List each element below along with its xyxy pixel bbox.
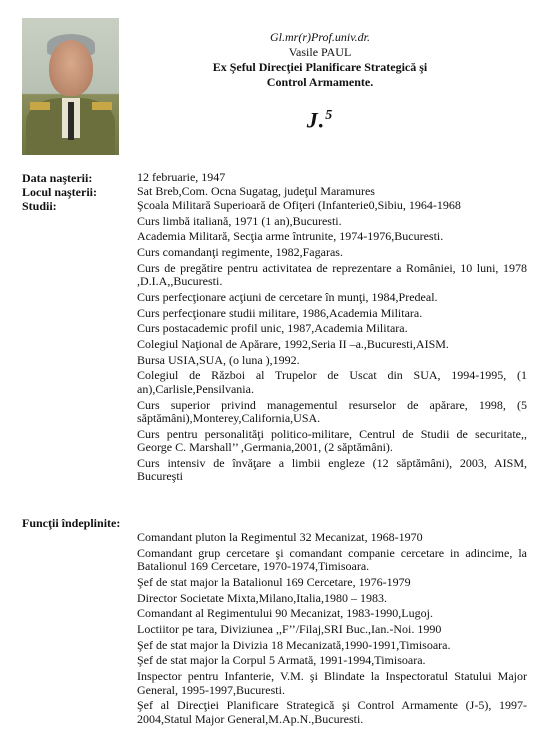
study-item: Curs perfecţionare studii militare, 1986,Academia Militara.: [137, 305, 423, 320]
study-item: Şcoala Militară Superioară de Ofiţeri (Infanterie0,Sibiu, 1964-1968: [137, 198, 461, 212]
position-line-2: Control Armamente.: [266, 75, 374, 89]
studies-list: [137, 199, 527, 486]
study-item: Curs intensiv de învăţare a limbii engleze (12 săptămâni), 2003, AISM, Bucureşti: [137, 455, 527, 484]
study-item: Curs limbă italiană, 1971 (1 an),Bucuresti.: [137, 213, 342, 228]
functions-label: Funcţii îndeplinite:: [22, 516, 121, 530]
position-line-1: Ex Şeful Direcţiei Planificare Strategică şi: [212, 60, 428, 74]
portrait-epaulette-right: [92, 102, 112, 110]
study-item: Bursa USIA,SUA, (o luna ),1992.: [137, 352, 300, 367]
study-item: Curs perfecţionare acţiuni de cercetare în munţi, 1984,Predeal.: [137, 289, 438, 304]
function-item: Şef de stat major la Corpul 5 Armată, 1991-1994,Timisoara.: [137, 653, 426, 668]
study-item: Colegiul de Război al Trupelor de Uscat din SUA, 1994-1995, (1 an),Carlisle,Pensilvania.: [137, 368, 527, 396]
person-name: Vasile PAUL: [288, 45, 352, 59]
functions-list: [137, 531, 527, 728]
function-item: Director Societate Mixta,Milano,Italia,1980 – 1983.: [137, 590, 387, 605]
profile-header: [140, 30, 500, 133]
function-item: Şef al Direcţiei Planificare Strategică şi Control Armamente (J-5), 1997-2004,Statul Major General,M.Ap.N.,Bucuresti.: [137, 698, 527, 726]
study-item: Curs comandanţi regimente, 1982,Fagaras.: [137, 245, 343, 260]
function-item: Comandant pluton la Regimentul 32 Mecanizat, 1968-1970: [137, 530, 423, 544]
birth-date-label: Data naşterii:: [22, 171, 93, 185]
function-item: Şef de stat major la Batalionul 169 Cercetare, 1976-1979: [137, 574, 411, 589]
function-item: Comandant al Regimentului 90 Mecanizat, 1983-1990,Lugoj.: [137, 606, 433, 621]
birth-date-value: 12 februarie, 1947: [137, 170, 226, 184]
function-item: Şef de stat major la Divizia 18 Mecanizată,1990-1991,Timisoara.: [137, 637, 451, 652]
academic-title: Gl.mr(r)Prof.univ.dr.: [270, 30, 370, 44]
study-item: Curs de pregătire pentru activitatea de reprezentare a României, 10 luni, 1978 ,D.I.A,,Bucuresti.: [137, 260, 527, 289]
portrait-photo: [22, 18, 119, 155]
portrait-face: [49, 40, 93, 96]
birthplace-value: Sat Breb,Com. Ocna Sugatag, judeţul Maramures: [137, 184, 375, 198]
function-item: Loctiitor pe tara, Diviziunea ,,F’’/Filaj,SRI Buc.,Ian.-Noi. 1990: [137, 621, 442, 636]
portrait-tie: [68, 102, 74, 140]
study-item: Academia Militară, Secţia arme întrunite, 1974-1976,Bucuresti.: [137, 229, 444, 244]
study-item: Colegiul Naţional de Apărare, 1992,Seria II –a.,Bucuresti,AISM.: [137, 337, 449, 351]
function-item: Inspector pentru Infanterie, V.M. şi Blindate la Inspectoratul Statului Major General, 1995-1997,Bucuresti.: [137, 669, 527, 697]
function-item: Comandant grup cercetare şi comandant companie cercetare in adincime, la Batalionul 169 Cercetare, 1970-1974,Timisoara.: [137, 545, 527, 574]
birthplace-label: Locul naşterii:: [22, 185, 97, 199]
study-item: Curs postacademic profil unic, 1987,Academia Militara.: [137, 321, 408, 336]
studies-label: Studii:: [22, 199, 57, 213]
study-item: Curs superior privind managementul resurselor de apărare, 1998, (5 săptămâni),Monterey,California,USA.: [137, 397, 527, 426]
department-code: J.$^5$: [306, 107, 334, 133]
study-item: Curs pentru personalităţi politico-militare, Centrul de Studii de securitate,, George C. Marshall’’ ,Germania,2001, (2 săptămâni).: [137, 426, 527, 455]
portrait-epaulette-left: [30, 102, 50, 110]
